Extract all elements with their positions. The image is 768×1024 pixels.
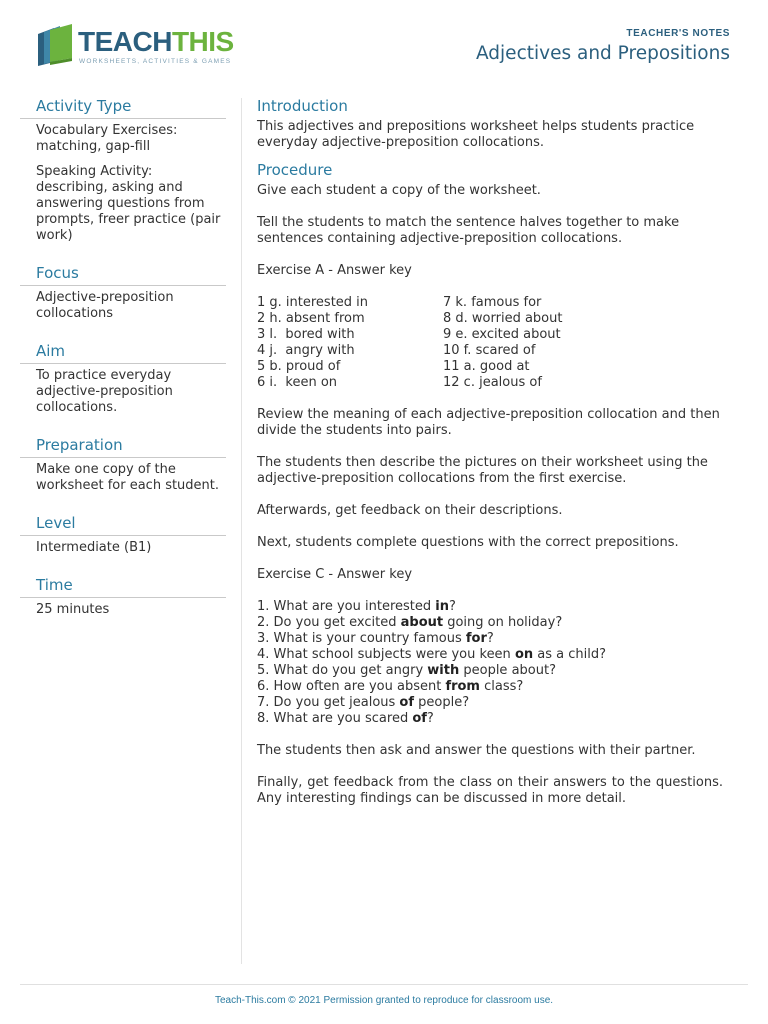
procedure-step: The students then ask and answer the questions with their partner.: [257, 743, 696, 758]
procedure-step: Give each student a copy of the worksheet.: [257, 183, 541, 198]
answer-item: 1 g. interested in: [257, 295, 369, 310]
section-heading: Time: [20, 574, 226, 598]
answer-item: 8 d. worried about: [443, 311, 563, 326]
footer-divider: [20, 984, 748, 985]
question-item: 7. Do you get jealous of people?: [257, 695, 470, 710]
document-title: Adjectives and Prepositions: [475, 43, 730, 64]
teachers-notes-label: TEACHER'S NOTES: [626, 28, 730, 39]
main-content: [257, 95, 723, 823]
answer-item: 4 j. angry with: [257, 343, 355, 358]
question-item: 8. What are you scared of?: [257, 711, 434, 726]
question-item: 5. What do you get angry with people about?: [257, 663, 556, 678]
answer-item: 7 k. famous for: [443, 295, 542, 310]
procedure-step: The students then describe the pictures on their worksheet using the adjective-preposition collocations from the first exercise.: [257, 455, 708, 486]
section-heading: Aim: [20, 340, 226, 364]
answer-item: 5 b. proud of: [257, 359, 341, 374]
aim-section: [20, 340, 226, 422]
section-text: 25 minutes: [36, 602, 110, 617]
preparation-section: [20, 434, 226, 500]
section-heading: Preparation: [20, 434, 226, 458]
section-heading: Activity Type: [20, 95, 226, 119]
sidebar: [20, 95, 226, 636]
procedure-step: Next, students complete questions with the correct prepositions.: [257, 535, 679, 550]
exercise-c-answer-key: [257, 599, 723, 727]
procedure-step: Finally, get feedback from the class on their answers to the questions. Any interesting findings can be discussed in more detail.: [257, 775, 723, 806]
section-text: Adjective-preposition collocations: [36, 290, 174, 321]
section-heading: Level: [20, 512, 226, 536]
page-header: [0, 0, 768, 82]
section-text: To practice everyday adjective-preposition collocations.: [36, 368, 173, 415]
procedure-heading: Procedure: [257, 161, 333, 179]
section-text: Make one copy of the worksheet for each student.: [36, 462, 220, 493]
section-text: Vocabulary Exercises: matching, gap-fill: [36, 123, 178, 154]
answer-item: 9 e. excited about: [443, 327, 561, 342]
answer-item: 3 l. bored with: [257, 327, 355, 342]
question-item: 4. What school subjects were you keen on as a child?: [257, 647, 606, 662]
answer-item: 10 f. scared of: [443, 343, 536, 358]
time-section: [20, 574, 226, 624]
focus-section: [20, 262, 226, 328]
logo-wordmark: TEACHTHIS: [78, 26, 234, 57]
section-text: Speaking Activity: describing, asking and answering questions from prompts, freer practice (pair work): [36, 164, 221, 243]
logo-tagline: WORKSHEETS, ACTIVITIES & GAMES: [79, 58, 232, 65]
level-section: [20, 512, 226, 562]
question-item: 1. What are you interested in?: [257, 599, 456, 614]
exercise-a-title: Exercise A - Answer key: [257, 263, 412, 278]
answer-item: 12 c. jealous of: [443, 375, 542, 390]
procedure-step: Review the meaning of each adjective-preposition collocation and then divide the students into pairs.: [257, 407, 720, 438]
exercise-c-title: Exercise C - Answer key: [257, 567, 413, 582]
activity-type-section: [20, 95, 226, 250]
exercise-a-answer-key: [257, 295, 723, 391]
teach-this-logo[interactable]: [36, 24, 236, 70]
footer-copyright[interactable]: Teach-This.com © 2021 Permission granted to reproduce for classroom use.: [214, 995, 554, 1006]
section-heading: Focus: [20, 262, 226, 286]
answer-item: 2 h. absent from: [257, 311, 365, 326]
procedure-step: Afterwards, get feedback on their descriptions.: [257, 503, 563, 518]
column-divider: [241, 98, 242, 964]
question-item: 2. Do you get excited about going on holiday?: [257, 615, 563, 630]
introduction-heading: Introduction: [257, 97, 348, 115]
question-item: 6. How often are you absent from class?: [257, 679, 524, 694]
section-text: Intermediate (B1): [36, 540, 152, 555]
introduction-text: This adjectives and prepositions worksheet helps students practice everyday adjective-preposition collocations.: [257, 119, 695, 150]
procedure-step: Tell the students to match the sentence halves together to make sentences containing adjective-preposition collocations.: [257, 215, 680, 246]
book-icon: [36, 24, 78, 68]
answer-item: 6 i. keen on: [257, 375, 338, 390]
question-item: 3. What is your country famous for?: [257, 631, 494, 646]
answer-item: 11 a. good at: [443, 359, 530, 374]
